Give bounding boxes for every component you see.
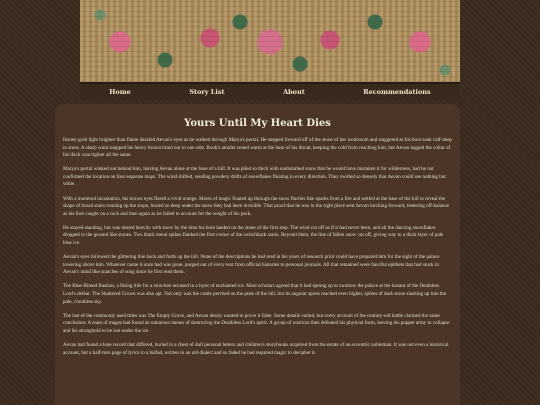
story-paragraph: The last of the commonly used titles was The Empty Grave, and Aevan dearly wanted to prove it false. Some details varied, but every account of the century-old battle claimed the same conclusion: A team of mages had found an unknown means of destroying the Deathless Lord's spirit. A group of warriors then defeated his physical form, leaving his puppet army to collapse and his stronghold to be lost under the ice. [63, 312, 450, 334]
main-navigation [80, 84, 460, 100]
story-content-panel [55, 104, 460, 405]
story-paragraph: Aevan's eyes followed the glittering line back and forth up the hill. None of the descriptions he had read in his years of research prior could have prepared him for the sight of the palace towering above him. Whatever name it once had was gone, purged out of every text from official histories to personal journals. All that remained were fanciful epithets that had stuck in Aevan's mind like snatches of song since he first read them. [63, 254, 440, 276]
story-paragraph: Honey-gold light brighter than flame dazzled Aevan's eyes as he walked through Marya's portal. He stepped forward off of the stone of her workroom and staggered as his boot sank calf-deep in snow. A sharp wind snapped his heavy brown braid out to one side. Rook's amulet rested warm at the base of his throat, keeping the cold from reaching him, but Aevan tugged the collar of his thick coat tighter all the same. [63, 137, 452, 159]
header-banner-image [80, 0, 460, 84]
story-paragraph: Aevan had found a lone record that differed, buried in a chest of dull personal letters and children's storybooks acquired from the estate of an eccentric nobleman. It was not even a historical account, but a half-torn page of lyrics to a ballad, written in an old dialect and so faded he had required magic to decipher it. [63, 341, 449, 356]
story-paragraph: He stayed standing, but was dusted heavily with snow by the time his boot landed on the stone of the first step. The wind cut off as if it had never been, and all the dancing snowflakes dropped to the ground like stones. Two black metal spikes flanked the first corner of the switchback stairs. Beyond them, the line of fallen snow cut off, giving way to a thick layer of pale blue ice. [63, 224, 444, 247]
nav-recommendations-link[interactable]: Recommendations [363, 88, 431, 96]
story-paragraph: With a muttered incantation, his brown eyes flared a vivid orange. Motes of magic floated up through the snow flurries like sparks from a fire and settled at the base of the hill to reveal the shape of broad stairs running up the slope, buried so deep under the snow they had been invisible. That proof that he was in the right place sent Aevan lurching forward, teetering off-balance as his foot caught on a rock and then again as he failed to account for the weight of his pack. [63, 195, 450, 217]
story-title: Yours Until My Heart Dies [184, 118, 331, 129]
nav-about-link[interactable]: About [283, 88, 305, 96]
nav-story-list-link[interactable]: Story List [189, 88, 225, 96]
nav-home-link[interactable]: Home [109, 88, 131, 96]
story-paragraph: Marya's portal winked out behind him, leaving Aevan alone at the base of a hill. It was piled so thick with undisturbed snow that he would have mistaken it for wilderness, had he not confirmed the location on four separate maps. The wind shifted, sending powdery drifts of snowflakes floating in every direction. They swirled so densely that Aevan could see nothing but white. [63, 166, 446, 188]
story-paragraph: The Blue-Rimed Bastion, a fitting title for a structure encased in a layer of enchanted ice. Most scholars agreed that it had sprung up to swallow the palace at the instant of the Deathless Lord's defeat. The Shattered Crown was also apt. Not only was the castle perched on the peak of the hill, but its angular spires reached even higher, spikes of dark stone slashing up into the pale, cloudless sky. [63, 283, 447, 305]
